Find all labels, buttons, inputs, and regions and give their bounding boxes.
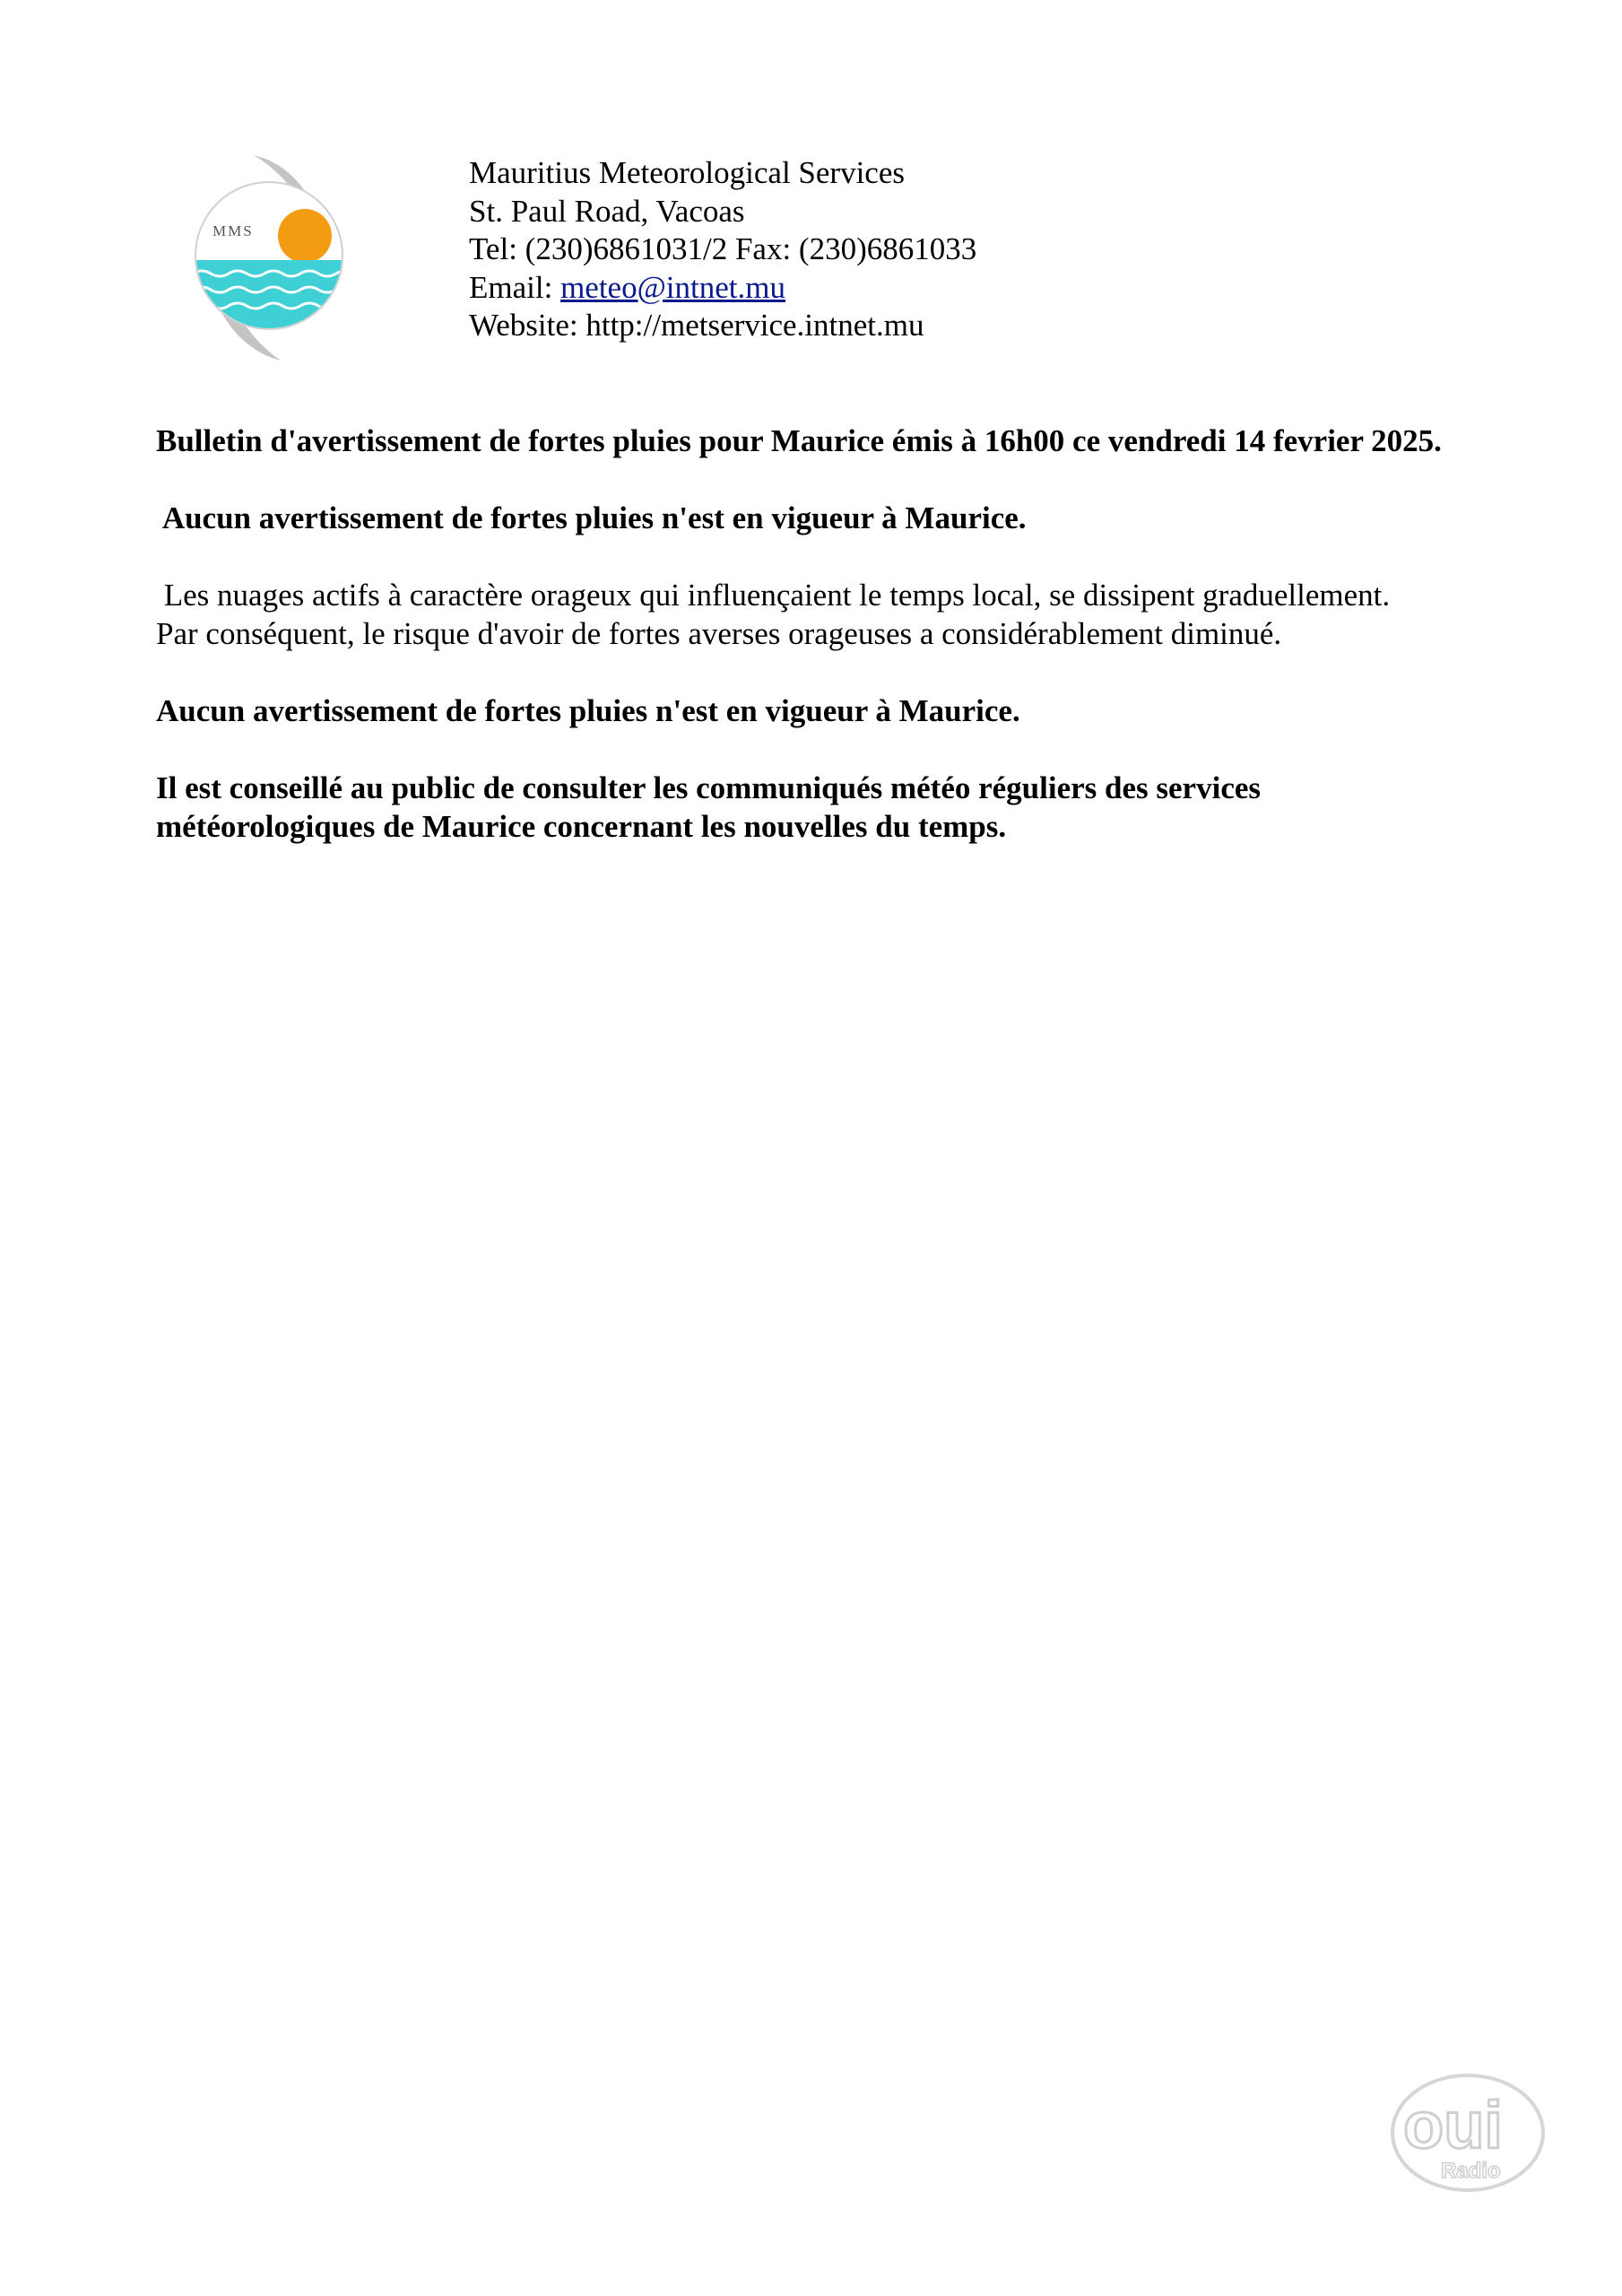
- mms-logo: [184, 148, 363, 368]
- bulletin-description: [156, 576, 1483, 653]
- org-address: St. Paul Road, Vacoas: [469, 193, 745, 229]
- description-line-2: Par conséquent, le risque d'avoir de fortes averses orageuses a considérablement diminué.: [156, 616, 1282, 651]
- bulletin-status-1: Aucun avertissement de fortes pluies n'est en vigueur à Maurice.: [156, 500, 1027, 535]
- email-link[interactable]: meteo@intnet.mu: [560, 269, 785, 305]
- org-email-line: [469, 269, 976, 308]
- description-line-1: Les nuages actifs à caractère orageux qui influençaient le temps local, se dissipent graduellement.: [156, 578, 1391, 613]
- bulletin-title: Bulletin d'avertissement de fortes pluies pour Maurice émis à 16h00 ce vendredi 14 fevrier 2025.: [156, 423, 1442, 458]
- bulletin-advice: Il est conseillé au public de consulter les communiqués météo réguliers des services météorologiques de Maurice concernant les nouvelles du temps.: [156, 770, 1262, 844]
- oui-radio-watermark: [1385, 2063, 1556, 2197]
- letterhead: [469, 154, 976, 345]
- bulletin-status-2: Aucun avertissement de fortes pluies n'est en vigueur à Maurice.: [156, 693, 1020, 728]
- bulletin-body: [156, 422, 1483, 884]
- org-name: Mauritius Meteorological Services: [469, 155, 905, 190]
- watermark-logo: [1385, 2063, 1556, 2197]
- watermark-sub: Radio: [1441, 2159, 1501, 2183]
- email-label: Email:: [469, 269, 561, 305]
- org-website: Website: http://metservice.intnet.mu: [469, 308, 924, 343]
- mms-logo-graphic: [184, 148, 363, 368]
- watermark-brand: oui: [1403, 2088, 1503, 2162]
- logo-sun: [278, 209, 332, 263]
- org-phone: Tel: (230)6861031/2 Fax: (230)6861033: [469, 231, 977, 266]
- logo-text: MMS: [213, 222, 254, 239]
